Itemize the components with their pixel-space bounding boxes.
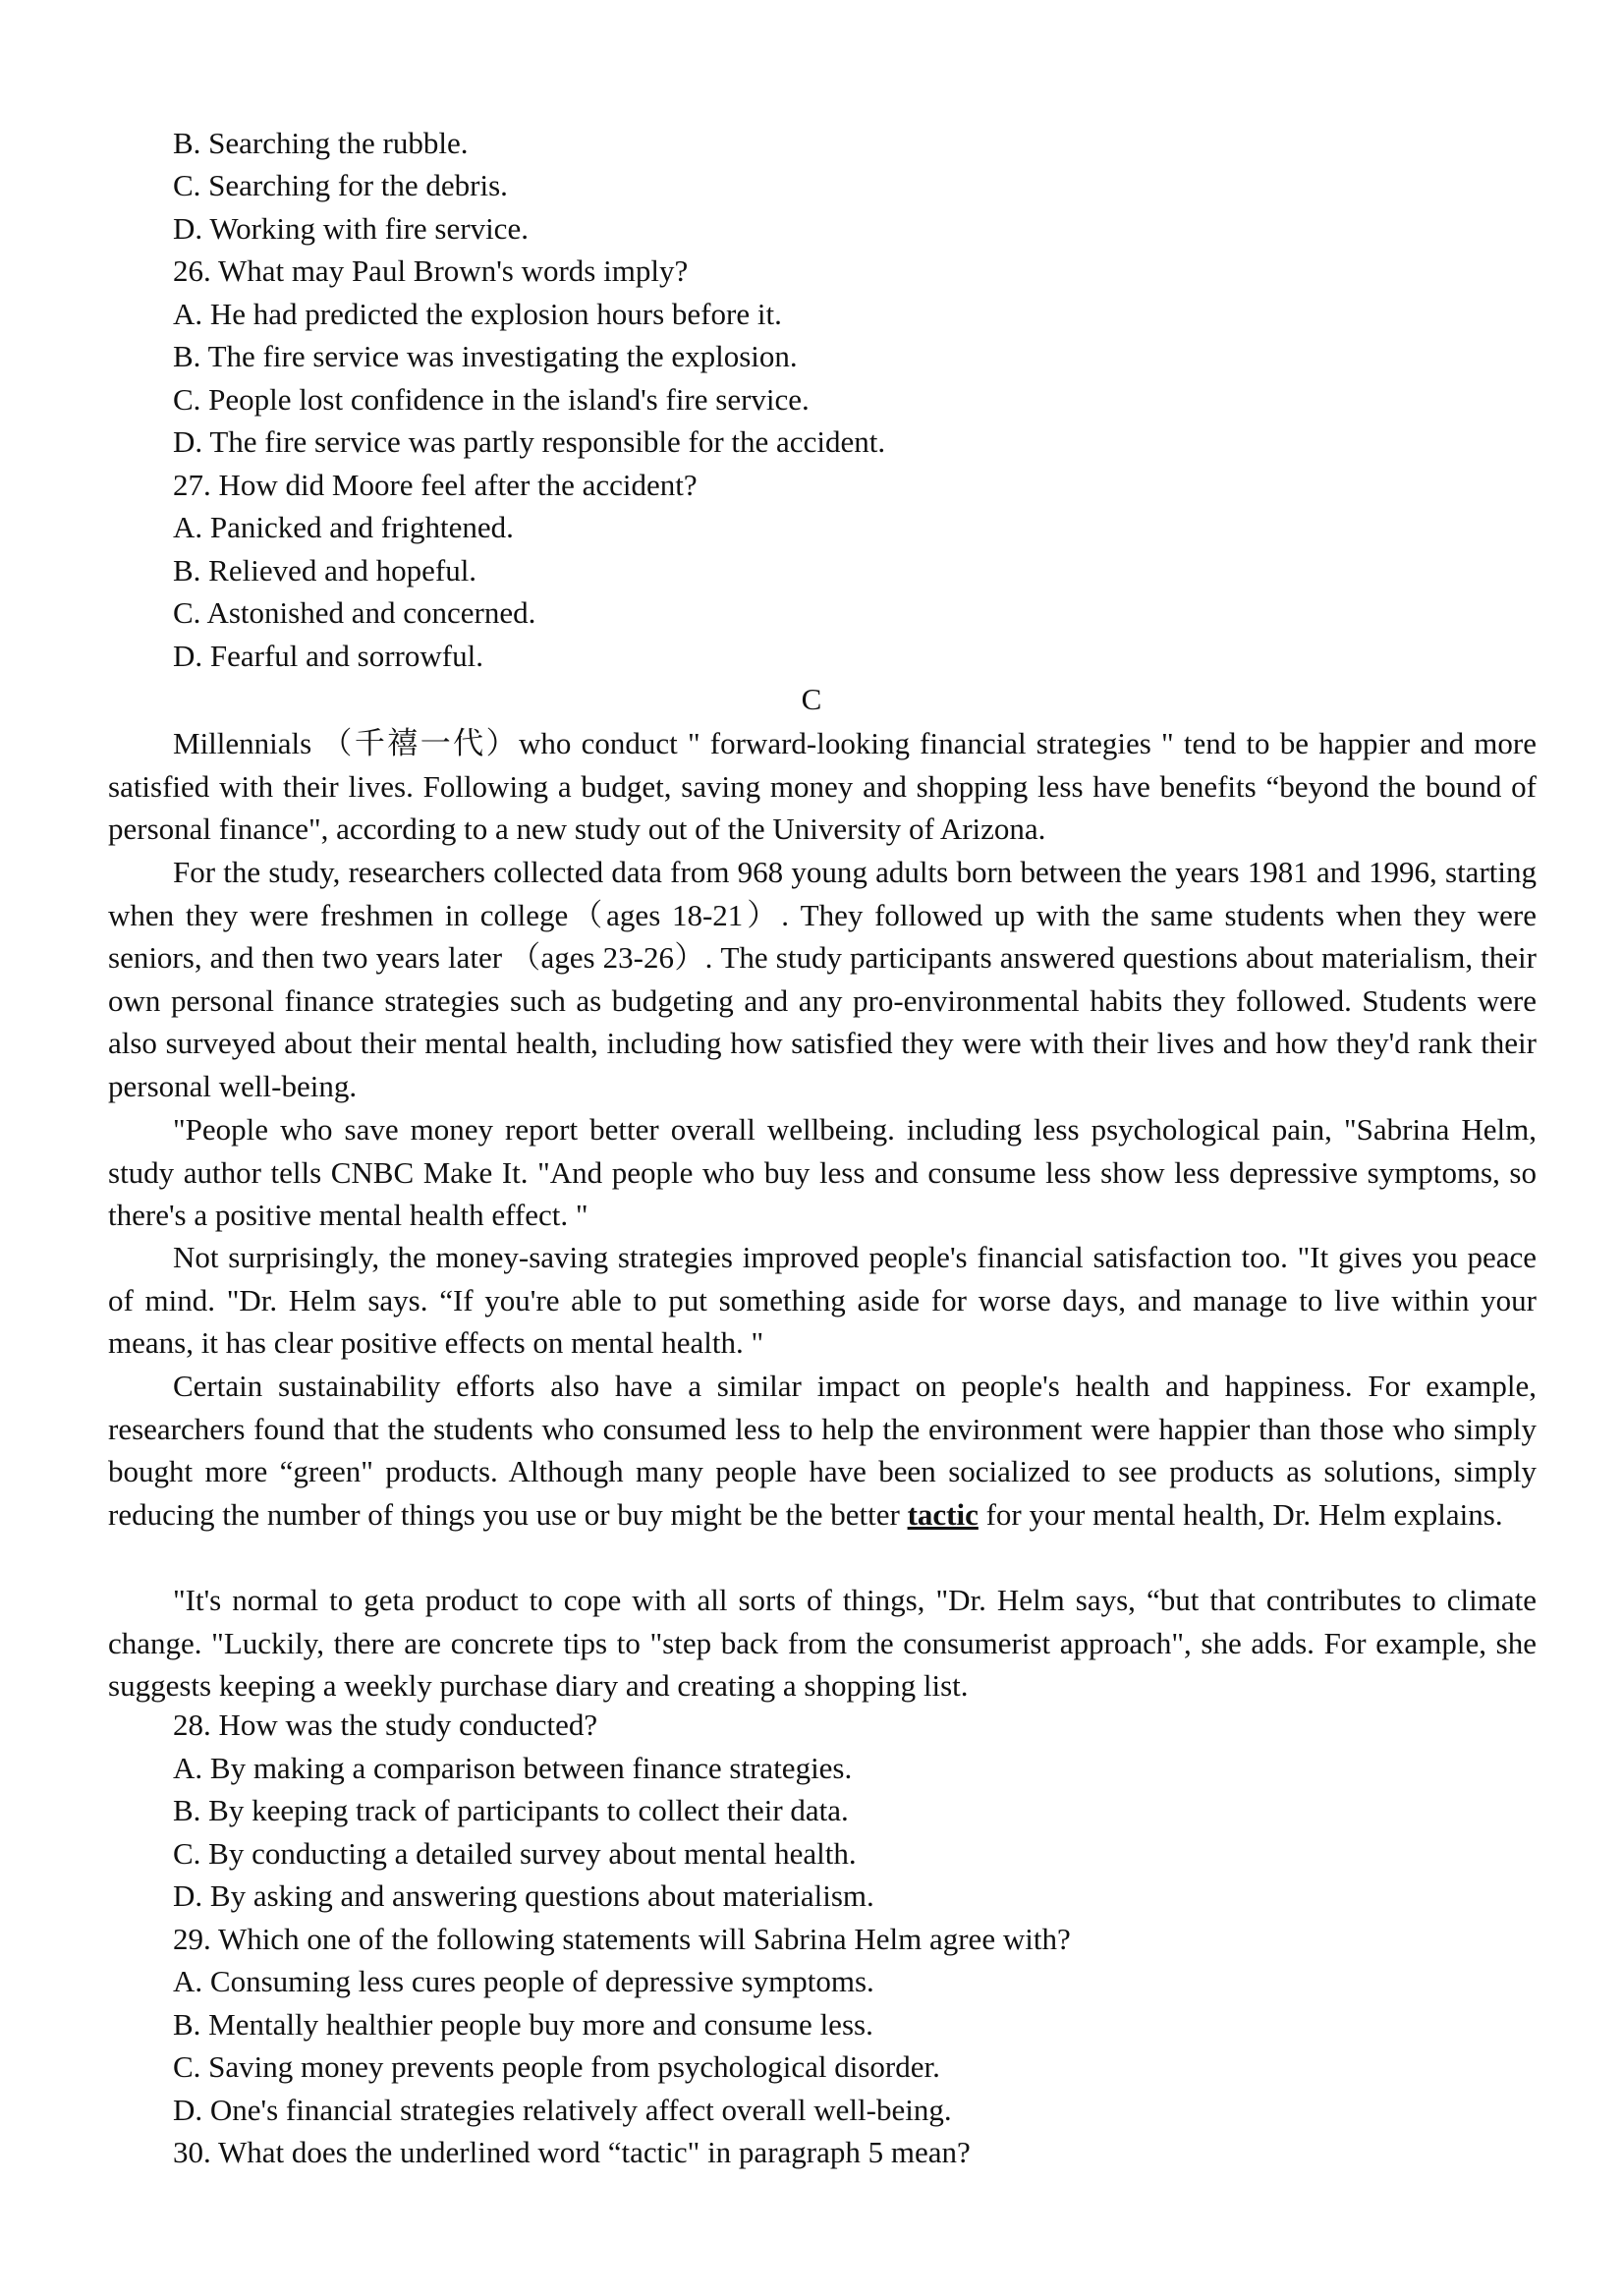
underlined-word-tactic: tactic <box>907 1496 979 1532</box>
q30-stem: 30. What does the underlined word “tactic" in paragraph 5 mean? <box>173 2135 971 2169</box>
passage-c-paragraph-5 <box>108 1365 1537 1536</box>
q27-option-d: D. Fearful and sorrowful. <box>173 639 483 673</box>
q29-option-c: C. Saving money prevents people from psychological disorder. <box>173 2049 940 2084</box>
q28-stem: 28. How was the study conducted? <box>173 1708 598 1742</box>
q27-option-a: A. Panicked and frightened. <box>173 510 514 544</box>
q29-option-a: A. Consuming less cures people of depressive symptoms. <box>173 1964 874 1998</box>
q29-option-b: B. Mentally healthier people buy more and consume less. <box>173 2007 873 2042</box>
q29-stem: 29. Which one of the following statements will Sabrina Helm agree with? <box>173 1922 1071 1956</box>
q26-option-b: B. The fire service was investigating the explosion. <box>173 339 798 373</box>
q26-option-c: C. People lost confidence in the island's fire service. <box>173 382 810 417</box>
q28-option-a: A. By making a comparison between finance strategies. <box>173 1751 853 1785</box>
q27-stem: 27. How did Moore feel after the accident? <box>173 468 698 502</box>
passage-c-paragraph-4: Not surprisingly, the money-saving strategies improved people's financial satisfaction too. "It gives you peace of mind. "Dr. Helm says. “If you're able to put something aside for worse days, and manage to live within your means, it has clear positive effects on mental health. " <box>108 1240 1537 1361</box>
q26-option-d: D. The fire service was partly responsible for the accident. <box>173 424 886 459</box>
paragraph-5-text-before: Certain sustainability efforts also have a similar impact on people's health and happiness. For example, researchers found that the students who consumed less to help the environment were happier than those who simply bought more “green" products. Although many people have been socialized to see products as solutions, simply reducing the number of things you use or buy might be the better <box>108 1369 1537 1532</box>
q27-option-b: B. Relieved and hopeful. <box>173 553 477 588</box>
passage-c-paragraph-6: "It's normal to geta product to cope with all sorts of things, "Dr. Helm says, “but that contributes to climate change. "Luckily, there are concrete tips to "step back from the consumerist approach", she adds. For example, she suggests keeping a weekly purchase diary and creating a shopping list. <box>108 1583 1537 1704</box>
q27-option-c: C. Astonished and concerned. <box>173 595 536 630</box>
paragraph-5-text-after: for your mental health, Dr. Helm explains. <box>978 1496 1503 1532</box>
passage-c-paragraph-3: "People who save money report better overall wellbeing. including less psychological pain, "Sabrina Helm, study author tells CNBC Make It. "And people who buy less and consume less show less depressive symptoms, so there's a positive mental health effect. " <box>108 1112 1537 1233</box>
q25-option-b: B. Searching the rubble. <box>173 126 469 160</box>
q26-option-a: A. He had predicted the explosion hours before it. <box>173 297 782 331</box>
q28-option-d: D. By asking and answering questions about materialism. <box>173 1878 874 1913</box>
q25-option-d: D. Working with fire service. <box>173 211 529 246</box>
passage-c-paragraph-2: For the study, researchers collected data from 968 young adults born between the years 1981 and 1996, starting when they were freshmen in college（ages 18-21）. They followed up with the same students when they were seniors, and then two years later （ages 23-26）. The study participants answered questions about materialism, their own personal finance strategies such as budgeting and any pro-environmental habits they followed. Students were also surveyed about their mental health, including how satisfied they were with their lives and how they'd rank their personal well-being. <box>108 855 1537 1103</box>
q28-option-b: B. By keeping track of participants to collect their data. <box>173 1793 849 1827</box>
q25-option-c: C. Searching for the debris. <box>173 168 508 202</box>
section-c-label: C <box>801 682 822 716</box>
q28-option-c: C. By conducting a detailed survey about mental health. <box>173 1836 857 1871</box>
q29-option-d: D. One's financial strategies relatively affect overall well-being. <box>173 2093 952 2127</box>
passage-c-paragraph-1: Millennials （千禧一代）who conduct " forward-looking financial strategies " tend to be happier and more satisfied with their lives. Following a budget, saving money and shopping less have benefits “beyond the bound of personal finance", according to a new study out of the University of Arizona. <box>108 726 1537 847</box>
q26-stem: 26. What may Paul Brown's words imply? <box>173 253 689 288</box>
